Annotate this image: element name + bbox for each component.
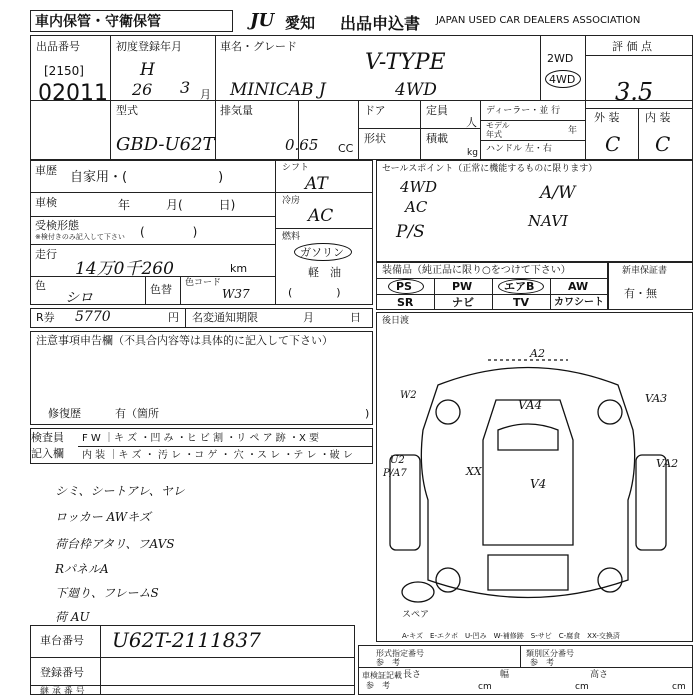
model-name: MINICAB J bbox=[230, 80, 326, 100]
wheel-fl bbox=[436, 400, 460, 424]
color-label: 色 bbox=[35, 279, 46, 292]
selling-label: セールスポイント（正常に機能するものに限ります） bbox=[382, 164, 598, 174]
ac-value: AC bbox=[308, 206, 334, 226]
spare-wheel bbox=[402, 582, 434, 602]
shift-label: シフト bbox=[282, 163, 310, 173]
load-unit: kg bbox=[467, 148, 478, 158]
mileage-unit: km bbox=[230, 262, 248, 275]
wheel-rl bbox=[436, 568, 460, 592]
dmg-v4: V4 bbox=[530, 477, 547, 491]
car-windshield bbox=[498, 424, 558, 450]
reg-year: 26 bbox=[132, 80, 153, 99]
interior-grade: C bbox=[655, 132, 671, 156]
four-wd: 4WD bbox=[549, 73, 576, 86]
exterior-grade: C bbox=[605, 132, 621, 156]
recycle-unit: 円 bbox=[168, 311, 179, 324]
reg-month: 3 bbox=[180, 78, 191, 97]
hw-note-4: RパネルA bbox=[55, 562, 109, 576]
eq-pw: PW bbox=[452, 280, 473, 293]
color-code-label: 色コード bbox=[185, 278, 222, 288]
notice-label: 名変通知期限 bbox=[192, 311, 258, 324]
sp-ac: AC bbox=[405, 198, 428, 216]
wheel-rr bbox=[598, 568, 622, 592]
type-value: GBD-U62T bbox=[116, 134, 215, 155]
storage-title: 車内保管・守衛保管 bbox=[35, 14, 161, 30]
dmg-a2: A2 bbox=[530, 347, 545, 360]
month-unit: 月 bbox=[200, 88, 211, 101]
sp-4wd: 4WD bbox=[400, 178, 437, 196]
lot-label: 出品番号 bbox=[36, 40, 80, 53]
ac-label: 冷房 bbox=[282, 196, 301, 206]
width-unit: cm bbox=[575, 682, 589, 692]
chassis-value: U62T-2111837 bbox=[112, 628, 261, 652]
notes-label: 注意事項申告欄（不具合内容等は具体的に記入して下さい） bbox=[36, 334, 333, 347]
car-bed bbox=[488, 555, 568, 590]
score: 3.5 bbox=[615, 78, 654, 106]
shape-cert-ref: 参 考 bbox=[376, 658, 400, 667]
inspector-fw: F W ｜キ ズ ・凹 み ・ヒ ビ 割 ・リ ペ ア 跡 ・X 要 bbox=[82, 433, 319, 444]
inspection-label: 車検 bbox=[35, 196, 57, 209]
fuel-gas: ガソリン bbox=[300, 246, 344, 259]
model-label: 車名・グレード bbox=[220, 40, 297, 53]
color-code-value: W37 bbox=[222, 287, 250, 301]
hw-note-2: ロッカー AWキズ bbox=[55, 510, 151, 524]
rear-seat-label: 後日渡 bbox=[382, 316, 410, 326]
eq-tv: TV bbox=[513, 296, 530, 309]
receipt-note: ※検付きのみ記入して下さい bbox=[35, 233, 125, 241]
recycle-value: 5770 bbox=[75, 309, 111, 325]
car-roof bbox=[483, 400, 573, 545]
repair-value: 有（箇所 bbox=[115, 407, 159, 420]
grade: V-TYPE bbox=[365, 50, 446, 75]
mileage-value: 14万0千260 bbox=[75, 259, 174, 279]
cap-label: 定員 bbox=[426, 104, 448, 117]
chassis-label: 車台番号 bbox=[40, 634, 84, 647]
storage-title-box bbox=[30, 10, 233, 32]
inspector-label: 検査員 記入欄 bbox=[31, 431, 64, 460]
interior-label: 内 装 bbox=[645, 111, 671, 124]
mileage-label: 走行 bbox=[35, 248, 57, 261]
receipt-value: ( ) bbox=[140, 225, 198, 239]
spare-label: スペア bbox=[402, 610, 430, 620]
sp-aw: A/W bbox=[540, 183, 576, 203]
reg-era: H bbox=[140, 60, 155, 80]
door-label: ドア bbox=[364, 104, 386, 117]
height-unit: cm bbox=[672, 682, 686, 692]
width-label: 幅 bbox=[500, 670, 510, 680]
color-value: シロ bbox=[65, 290, 93, 306]
eq-navi: ナビ bbox=[452, 296, 474, 309]
drive-type: 4WD bbox=[395, 80, 437, 100]
height-label: 高さ bbox=[590, 670, 609, 680]
lot-bracket: [2150] bbox=[44, 64, 84, 78]
notice-month: 月 bbox=[303, 311, 314, 324]
sp-navi: NAVI bbox=[528, 212, 568, 230]
hw-note-5: 下廻り、フレームS bbox=[55, 586, 159, 600]
hw-note-6: 荷 AU bbox=[55, 610, 90, 624]
score-label: 評 価 点 bbox=[612, 40, 652, 53]
class-num-label: 類別区分番号 bbox=[526, 649, 574, 658]
succession-label: 継 承 番 号 bbox=[40, 687, 85, 697]
model-year-unit: 年 bbox=[568, 126, 578, 136]
ju-logo: JU bbox=[250, 10, 275, 31]
dmg-pa7: P/A7 bbox=[383, 468, 407, 479]
inspection-value: 年 月( 日) bbox=[118, 198, 236, 212]
eq-sr: SR bbox=[397, 296, 414, 309]
length-unit: cm bbox=[478, 682, 492, 692]
handle-label: ハンドル 左・右 bbox=[486, 144, 552, 154]
hw-note-3: 荷台枠アタリ、フAVS bbox=[55, 537, 175, 551]
dealer-label: ディーラー・並 行 bbox=[486, 106, 561, 116]
hw-note-1: シミ、シートアレ、ヤレ bbox=[55, 484, 185, 498]
history-value: 自家用・( ) bbox=[70, 170, 224, 185]
dmg-va3: VA3 bbox=[645, 392, 668, 405]
eq-ps: PS bbox=[396, 280, 412, 293]
shift-value: AT bbox=[305, 174, 328, 194]
exterior-label: 外 装 bbox=[594, 111, 620, 124]
two-wd: 2WD bbox=[547, 52, 574, 65]
recycle-label: R券 bbox=[36, 311, 55, 324]
disp-label: 排気量 bbox=[220, 104, 253, 117]
dims-label: 車検証記載 bbox=[362, 671, 402, 680]
association-name: JAPAN USED CAR DEALERS ASSOCIATION bbox=[436, 15, 641, 26]
notice-day: 日 bbox=[350, 311, 361, 324]
form-title: 出品申込書 bbox=[340, 14, 421, 33]
disp-value: 0.65 bbox=[285, 136, 319, 154]
cap-unit: 人 bbox=[466, 116, 477, 129]
wheel-fr bbox=[598, 400, 622, 424]
dmg-va2: VA2 bbox=[656, 457, 679, 470]
model-year-label: モデル 年式 bbox=[486, 121, 510, 139]
inspector-interior: 内 装 ｜キ ズ ・ 汚 レ ・コ ゲ ・ 穴 ・ス レ ・テ レ ・破 レ bbox=[82, 450, 353, 461]
repair-close: ) bbox=[365, 407, 370, 420]
dims-ref: 参 考 bbox=[366, 681, 390, 690]
reg-num-label: 登録番号 bbox=[40, 666, 84, 679]
lot-number: 02011 bbox=[38, 81, 108, 106]
warranty-label: 新車保証書 bbox=[622, 266, 668, 276]
fuel-diesel: 軽 油 bbox=[308, 266, 341, 279]
receipt-label: 受検形態 bbox=[35, 219, 79, 232]
cc-unit: CC bbox=[338, 142, 354, 155]
load-label: 積載 bbox=[426, 132, 448, 145]
class-num-ref: 参 考 bbox=[530, 658, 554, 667]
dmg-xx: XX bbox=[466, 465, 482, 478]
damage-legend: A-キズ E-エクボ U-凹み W-補修跡 S-サビ C-腐食 XX-交換済 bbox=[402, 632, 620, 640]
repair-label: 修復歴 bbox=[48, 407, 81, 420]
eq-aw: AW bbox=[568, 280, 589, 293]
eq-airbag: エアB bbox=[504, 280, 535, 293]
history-label: 車歴 bbox=[35, 164, 57, 177]
color-change-label: 色替 bbox=[150, 283, 172, 296]
fuel-paren: ( ) bbox=[288, 286, 341, 299]
sp-ps: P/S bbox=[396, 222, 425, 242]
dmg-va4: VA4 bbox=[518, 398, 543, 412]
shape-cert-label: 形式指定番号 bbox=[376, 649, 424, 658]
fuel-label: 燃料 bbox=[282, 232, 301, 242]
shape-label: 形状 bbox=[364, 132, 386, 145]
type-label: 型式 bbox=[116, 104, 138, 117]
equipment-label: 装備品（純正品に限り○をつけて下さい） bbox=[382, 265, 571, 276]
dmg-w2: W2 bbox=[400, 390, 417, 401]
length-label: 長さ bbox=[403, 670, 422, 680]
eq-carseat: カワシート bbox=[554, 297, 604, 308]
reg-label: 初度登録年月 bbox=[116, 40, 182, 53]
warranty-value: 有・無 bbox=[624, 287, 657, 300]
dmg-u2: U2 bbox=[390, 455, 405, 466]
org-name: 愛知 bbox=[285, 14, 316, 32]
